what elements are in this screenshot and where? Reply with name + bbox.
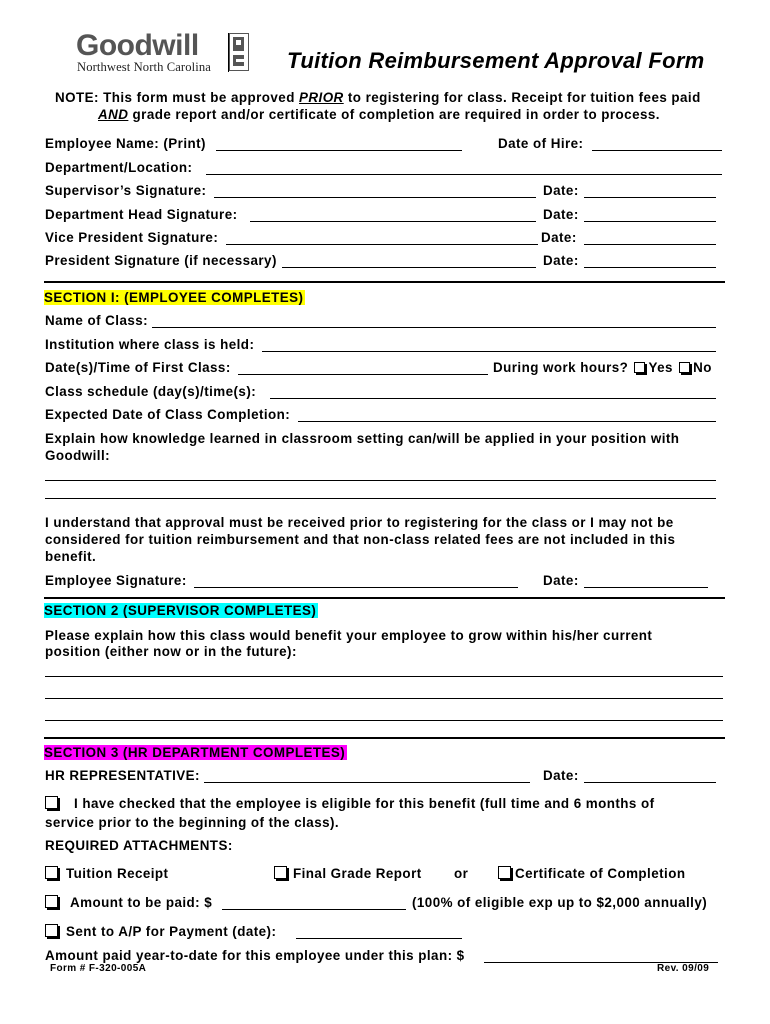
expected-completion-label: Expected Date of Class Completion: [45,407,291,422]
hr-representative-label: HR REPRESENTATIVE: [45,768,200,783]
institution-field[interactable] [262,351,716,352]
supervisor-answer-line-1[interactable] [45,676,723,677]
note-and-emphasis: AND [98,107,129,122]
sent-to-ap-label: Sent to A/P for Payment (date): [66,924,277,939]
form-title: Tuition Reimbursement Approval Form [287,48,705,73]
supervisor-answer-line-3[interactable] [45,720,723,721]
goodwill-logo [76,30,252,74]
hr-representative-field[interactable] [204,782,530,783]
date-of-hire-field[interactable] [592,150,722,151]
work-hours-yes-checkbox[interactable] [634,362,645,373]
first-class-field[interactable] [238,374,488,375]
employee-name-label: Employee Name: (Print) [45,136,206,151]
explain-answer-line-1[interactable] [45,480,716,481]
dept-head-date-label: Date: [543,207,579,222]
note-line-1: NOTE: This form must be approved PRIOR to registering for class. Receipt for tuition fees paid [55,90,701,105]
supervisor-answer-line-2[interactable] [45,698,723,699]
tuition-receipt-checkbox[interactable] [45,866,58,879]
amount-checkbox[interactable] [45,895,58,908]
logo-region: Northwest North Carolina [77,60,211,74]
goodwill-smiling-g-icon [229,33,249,71]
divider-section-1 [44,597,725,599]
divider-section-2 [44,737,725,739]
department-location-field[interactable] [206,174,722,175]
explain-prompt-line-1: Explain how knowledge learned in classroom setting can/will be applied in your position with [45,431,680,446]
ytd-amount-label: Amount paid year-to-date for this employee under this plan: $ [45,948,465,963]
eligibility-checkbox[interactable] [45,796,58,809]
institution-label: Institution where class is held: [45,337,255,352]
schedule-field[interactable] [270,398,716,399]
vp-date-label: Date: [541,230,577,245]
name-of-class-label: Name of Class: [45,313,149,328]
president-signature-field[interactable] [282,267,536,268]
employee-date-field[interactable] [584,587,708,588]
dept-head-signature-field[interactable] [250,221,536,222]
note-prior-emphasis: PRIOR [299,90,344,105]
supervisor-prompt-line-2: position (either now or in the future): [45,644,297,659]
amount-to-be-paid-row [45,895,212,910]
president-signature-label: President Signature (if necessary) [45,253,277,268]
note-line-2: AND grade report and/or certificate of completion are required in order to process. [98,107,660,122]
acknowledgement-line-1: I understand that approval must be received prior to registering for the class or I may not be [45,515,674,530]
work-hours-no-label: No [693,360,712,375]
vp-date-field[interactable] [584,244,716,245]
section-1-heading: SECTION I: (EMPLOYEE COMPLETES) [44,290,304,305]
date-of-hire-label: Date of Hire: [498,136,584,151]
supervisor-signature-label: Supervisor’s Signature: [45,183,207,198]
eligibility-line-2: service prior to the beginning of the class). [45,815,340,830]
first-class-label: Date(s)/Time of First Class: [45,360,231,375]
employee-date-label: Date: [543,573,579,588]
hr-date-field[interactable] [584,782,716,783]
final-grade-label: Final Grade Report [293,866,422,881]
explain-prompt-line-2: Goodwill: [45,448,111,463]
hr-date-label: Date: [543,768,579,783]
employee-name-field[interactable] [216,150,462,151]
form-number: Form # F-320-005A [50,963,147,974]
name-of-class-field[interactable] [152,327,716,328]
divider-header [44,281,725,283]
dept-head-date-field[interactable] [584,221,716,222]
logo-wordmark: Goodwill [76,29,199,62]
work-hours-group [493,360,712,375]
work-hours-yes-label: Yes [648,360,673,375]
vp-signature-label: Vice President Signature: [45,230,219,245]
work-hours-label: During work hours? [493,360,629,375]
or-label: or [454,866,469,881]
employee-signature-field[interactable] [194,587,518,588]
vp-signature-field[interactable] [226,244,538,245]
department-location-label: Department/Location: [45,160,193,175]
eligibility-line-1: I have checked that the employee is eligible for this benefit (full time and 6 months of [45,796,655,811]
logo-divider [228,33,229,72]
section-2-heading: SECTION 2 (SUPERVISOR COMPLETES) [44,603,317,618]
certificate-option [498,866,685,881]
employee-signature-label: Employee Signature: [45,573,187,588]
amount-note: (100% of eligible exp up to $2,000 annually) [412,895,708,910]
supervisor-prompt-line-1: Please explain how this class would benefit your employee to grow within his/her current [45,628,653,643]
certificate-label: Certificate of Completion [515,866,686,881]
tuition-receipt-option [45,866,168,881]
sent-to-ap-checkbox[interactable] [45,924,58,937]
work-hours-no-checkbox[interactable] [679,362,690,373]
final-grade-option [274,866,422,881]
certificate-checkbox[interactable] [498,866,511,879]
tuition-receipt-label: Tuition Receipt [66,866,169,881]
supervisor-date-label: Date: [543,183,579,198]
supervisor-signature-field[interactable] [214,197,536,198]
amount-to-be-paid-field[interactable] [222,909,406,910]
acknowledgement-line-3: benefit. [45,549,97,564]
amount-to-be-paid-label: Amount to be paid: $ [70,895,213,910]
acknowledgement-line-2: considered for tuition reimbursement and that non-class related fees are not included in this [45,532,676,547]
president-date-field[interactable] [584,267,716,268]
required-attachments-label: REQUIRED ATTACHMENTS: [45,838,233,853]
president-date-label: Date: [543,253,579,268]
expected-completion-field[interactable] [298,421,716,422]
schedule-label: Class schedule (day(s)/time(s): [45,384,257,399]
sent-to-ap-row [45,924,276,939]
explain-answer-line-2[interactable] [45,498,716,499]
revision-label: Rev. 09/09 [657,963,710,974]
section-3-heading: SECTION 3 (HR DEPARTMENT COMPLETES) [44,745,346,760]
final-grade-checkbox[interactable] [274,866,287,879]
supervisor-date-field[interactable] [584,197,716,198]
dept-head-signature-label: Department Head Signature: [45,207,238,222]
sent-to-ap-field[interactable] [296,938,462,939]
